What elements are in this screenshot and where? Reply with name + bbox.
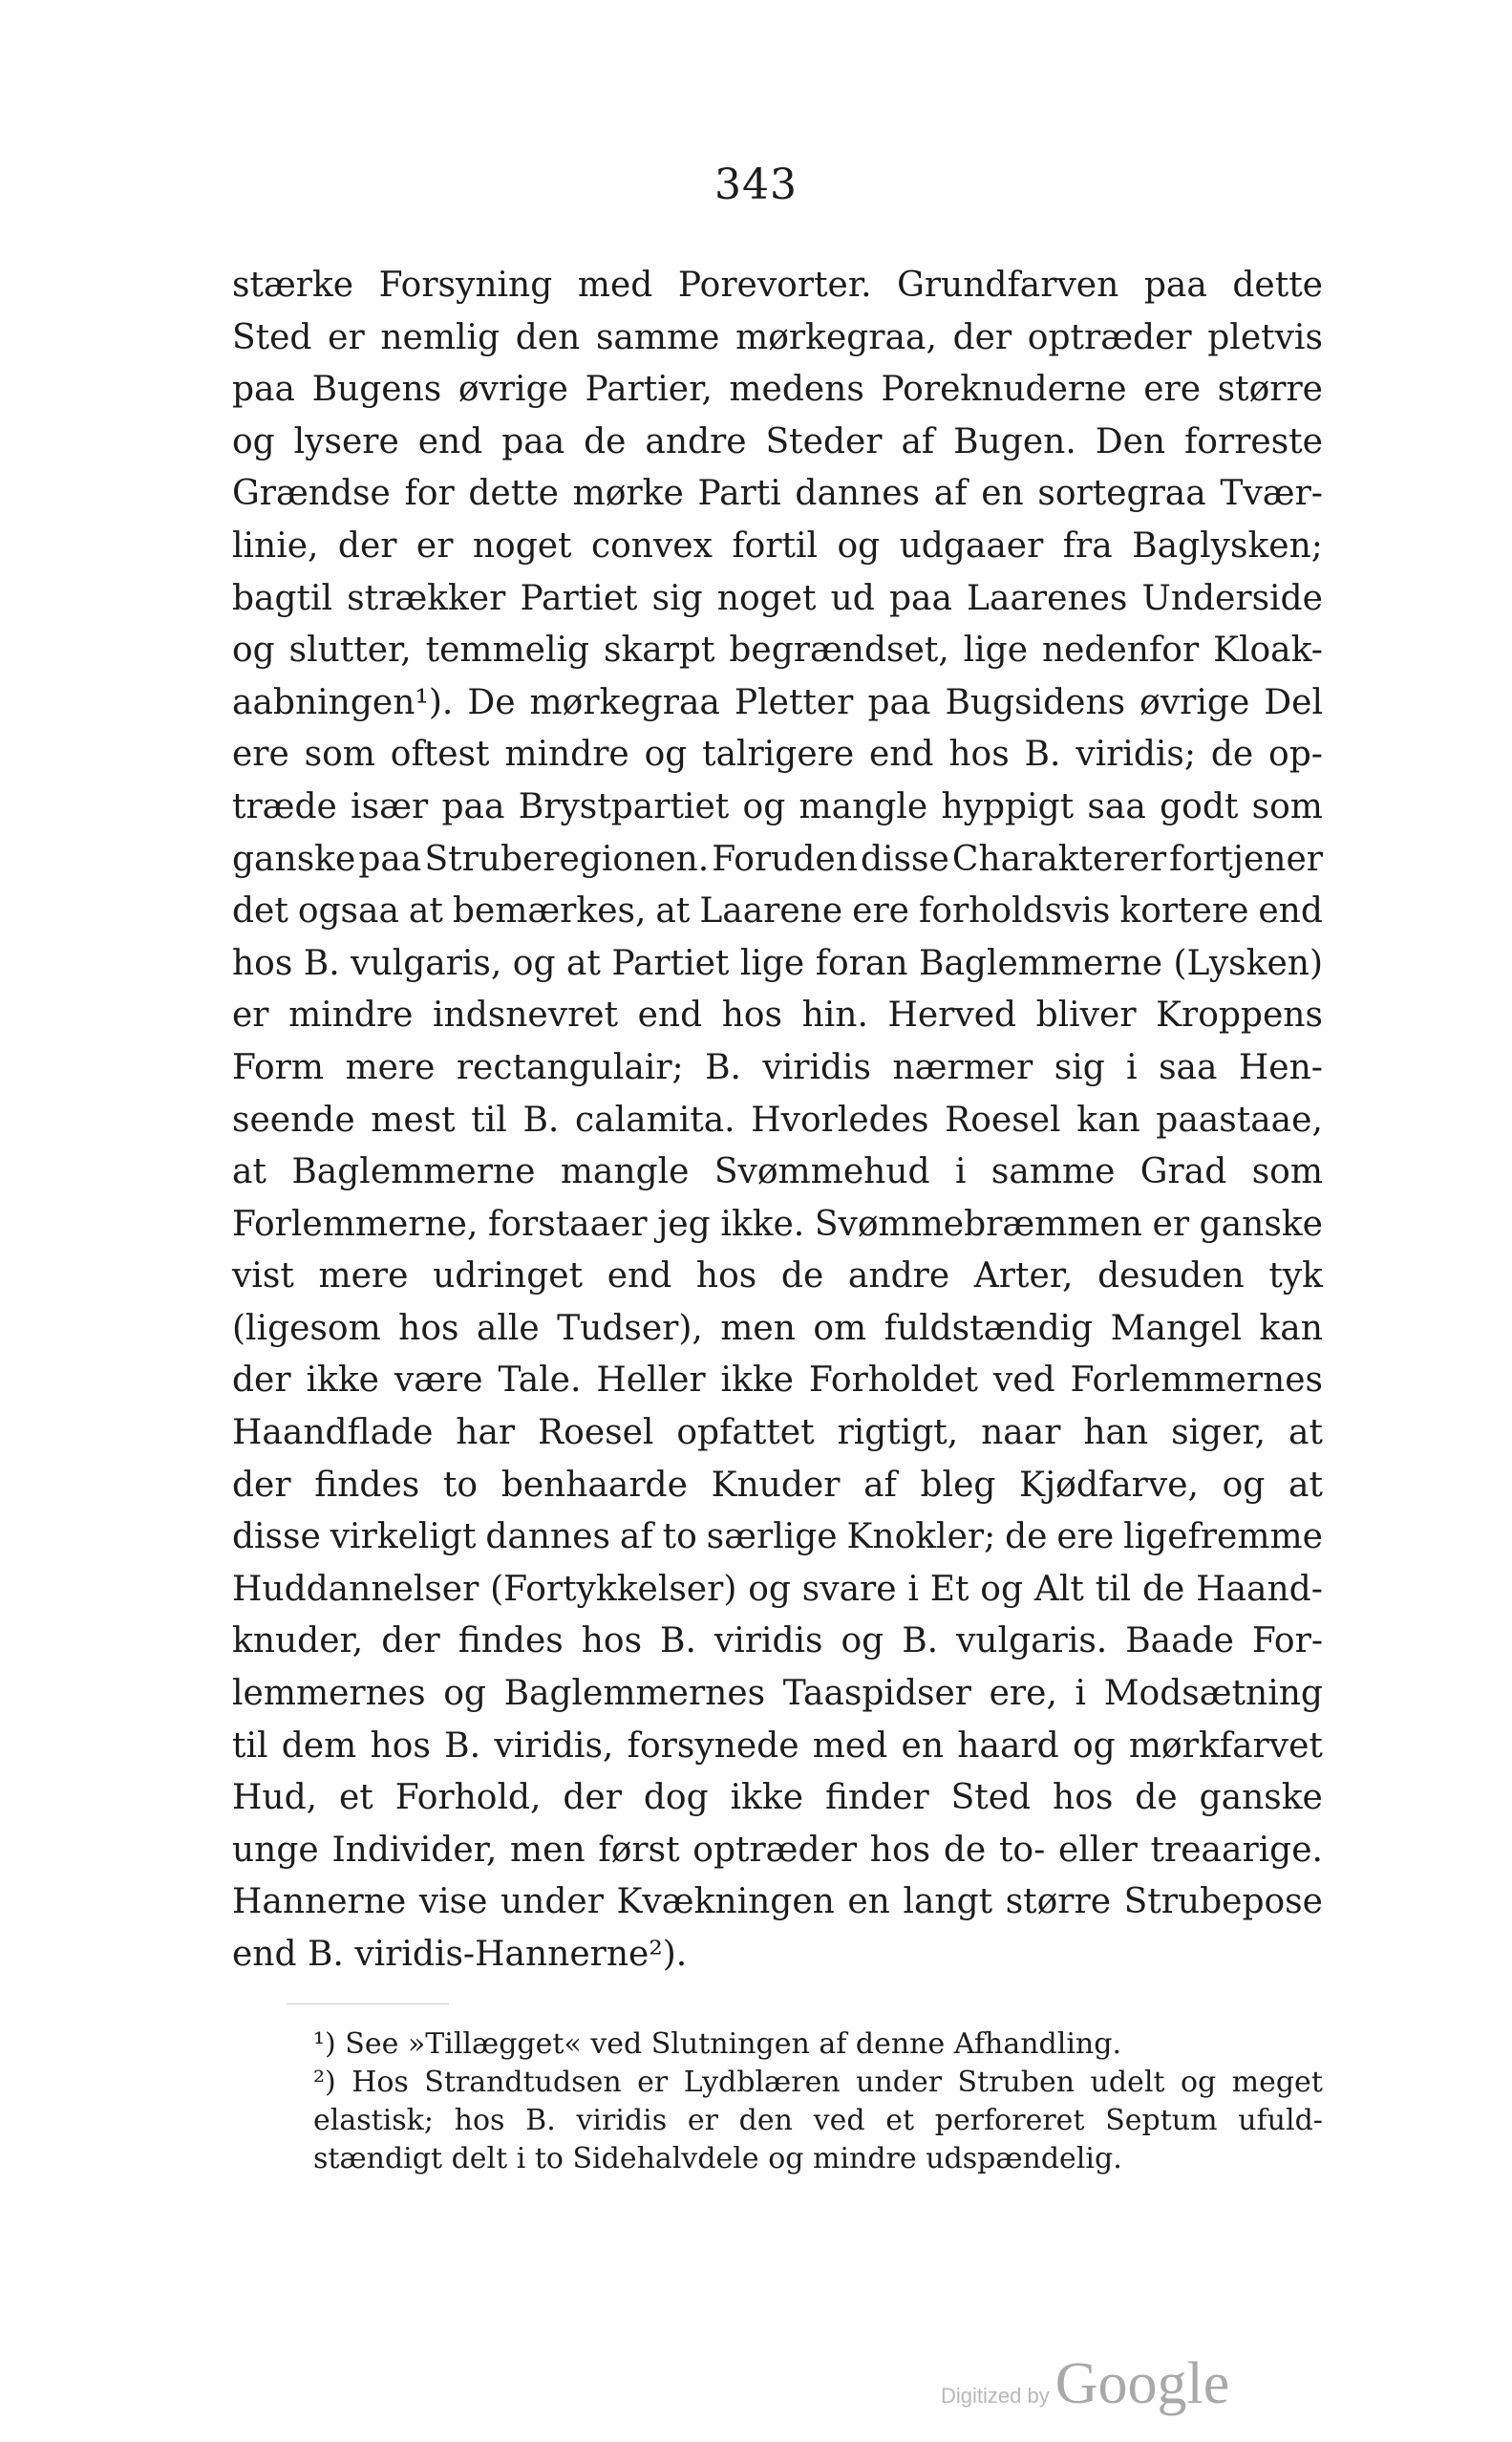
text-line: der ikke være Tale. Heller ikke Forholdet ved Forlemmernes	[232, 1360, 1323, 1401]
text-line: unge Individer, men først optræder hos de to- eller treaarige.	[232, 1830, 1323, 1870]
body-text	[232, 260, 1323, 1981]
text-line: disse virkeligt dannes af to særlige Knokler; de ere ligefremme	[232, 1517, 1323, 1557]
text-line: er mindre indsnevret end hos hin. Herved bliver Kroppens	[232, 996, 1323, 1036]
text-line: Forlemmerne, forstaaer jeg ikke. Svømmebræmmen er ganske	[232, 1204, 1323, 1244]
text-line: knuder, der findes hos B. viridis og B. vulgaris. Baade For-	[232, 1621, 1323, 1661]
text-line: Form mere rectangulair; B. viridis nærmer sig i saa Hen-	[232, 1047, 1323, 1087]
watermark-logo-text: Google	[1054, 2351, 1230, 2416]
text-line: ere som oftest mindre og talrigere end hos B. viridis; de op-	[232, 735, 1323, 775]
text-line: Grændse for dette mørke Parti dannes af en sortegraa Tvær-	[232, 474, 1323, 514]
text-line: og lysere end paa de andre Steder af Bugen. Den forreste	[232, 421, 1323, 461]
text-line: bagtil strækker Partiet sig noget ud paa Laarenes Underside	[232, 578, 1323, 618]
digitized-by-google-watermark	[941, 2350, 1229, 2418]
footnote-2-line-1: ²) Hos Strandtudsen er Lydblæren under Struben udelt og meget	[313, 2066, 1323, 2099]
text-line: der findes to benhaarde Knuder af bleg Kjødfarve, og at	[232, 1465, 1323, 1505]
text-line: til dem hos B. viridis, forsynede med en haard og mørkfarvet	[232, 1725, 1323, 1766]
footnote-rule	[287, 2003, 449, 2004]
text-line: det ogsaa at bemærkes, at Laarene ere forholdsvis kortere end	[232, 891, 1323, 932]
text-line: end B. viridis-Hannerne²).	[232, 1935, 688, 1974]
page-number: 343	[714, 161, 798, 209]
footnote-2-line-3: stændigt delt i to Sidehalvdele og mindre udspændelig.	[313, 2142, 1122, 2175]
text-line: hos B. vulgaris, og at Partiet lige foran Baglemmerne (Lysken)	[232, 943, 1323, 983]
footnote-2-line-2: elastisk; hos B. viridis er den ved et perforeret Septum ufuld-	[313, 2104, 1323, 2137]
text-line: Haandflade har Roesel opfattet rigtigt, naar han siger, at	[232, 1413, 1323, 1453]
text-line: Hannerne vise under Kvækningen en langt større Strubepose	[232, 1882, 1323, 1922]
text-line: stærke Forsyning med Porevorter. Grundfarven paa dette	[232, 266, 1323, 305]
text-line: ganske paa Struberegionen. Foruden disse Charakterer fortjener	[232, 839, 1323, 879]
text-line: aabningen¹). De mørkegraa Pletter paa Bugsidens øvrige Del	[232, 682, 1323, 722]
text-line: at Baglemmerne mangle Svømmehud i samme Grad som	[232, 1152, 1323, 1192]
text-line: Sted er nemlig den samme mørkegraa, der optræder pletvis	[232, 317, 1323, 357]
text-line: Huddannelser (Fortykkelser) og svare i Et og Alt til de Haand-	[232, 1569, 1323, 1609]
text-line: og slutter, temmelig skarpt begrændset, lige nedenfor Kloak-	[232, 631, 1323, 671]
watermark-small-text: Digitized by	[941, 2384, 1050, 2408]
footnotes	[232, 2025, 1323, 2178]
footnote-1: ¹) See »Tillægget« ved Slutningen af denne Afhandling.	[313, 2027, 1121, 2061]
text-line: vist mere udringet end hos de andre Arter, desuden tyk	[232, 1256, 1323, 1296]
text-line: lemmernes og Baglemmernes Taaspidser ere, i Modsætning	[232, 1674, 1323, 1714]
text-line: paa Bugens øvrige Partier, medens Poreknuderne ere større	[232, 370, 1323, 410]
text-line: Hud, et Forhold, der dog ikke finder Sted hos de ganske	[232, 1778, 1323, 1818]
text-line: (ligesom hos alle Tudser), men om fuldstændig Mangel kan	[232, 1308, 1323, 1348]
text-line: linie, der er noget convex fortil og udgaaer fra Baglysken;	[232, 525, 1323, 566]
text-line: træde især paa Brystpartiet og mangle hyppigt saa godt som	[232, 786, 1323, 826]
text-line: seende mest til B. calamita. Hvorledes Roesel kan paastaae,	[232, 1100, 1323, 1140]
